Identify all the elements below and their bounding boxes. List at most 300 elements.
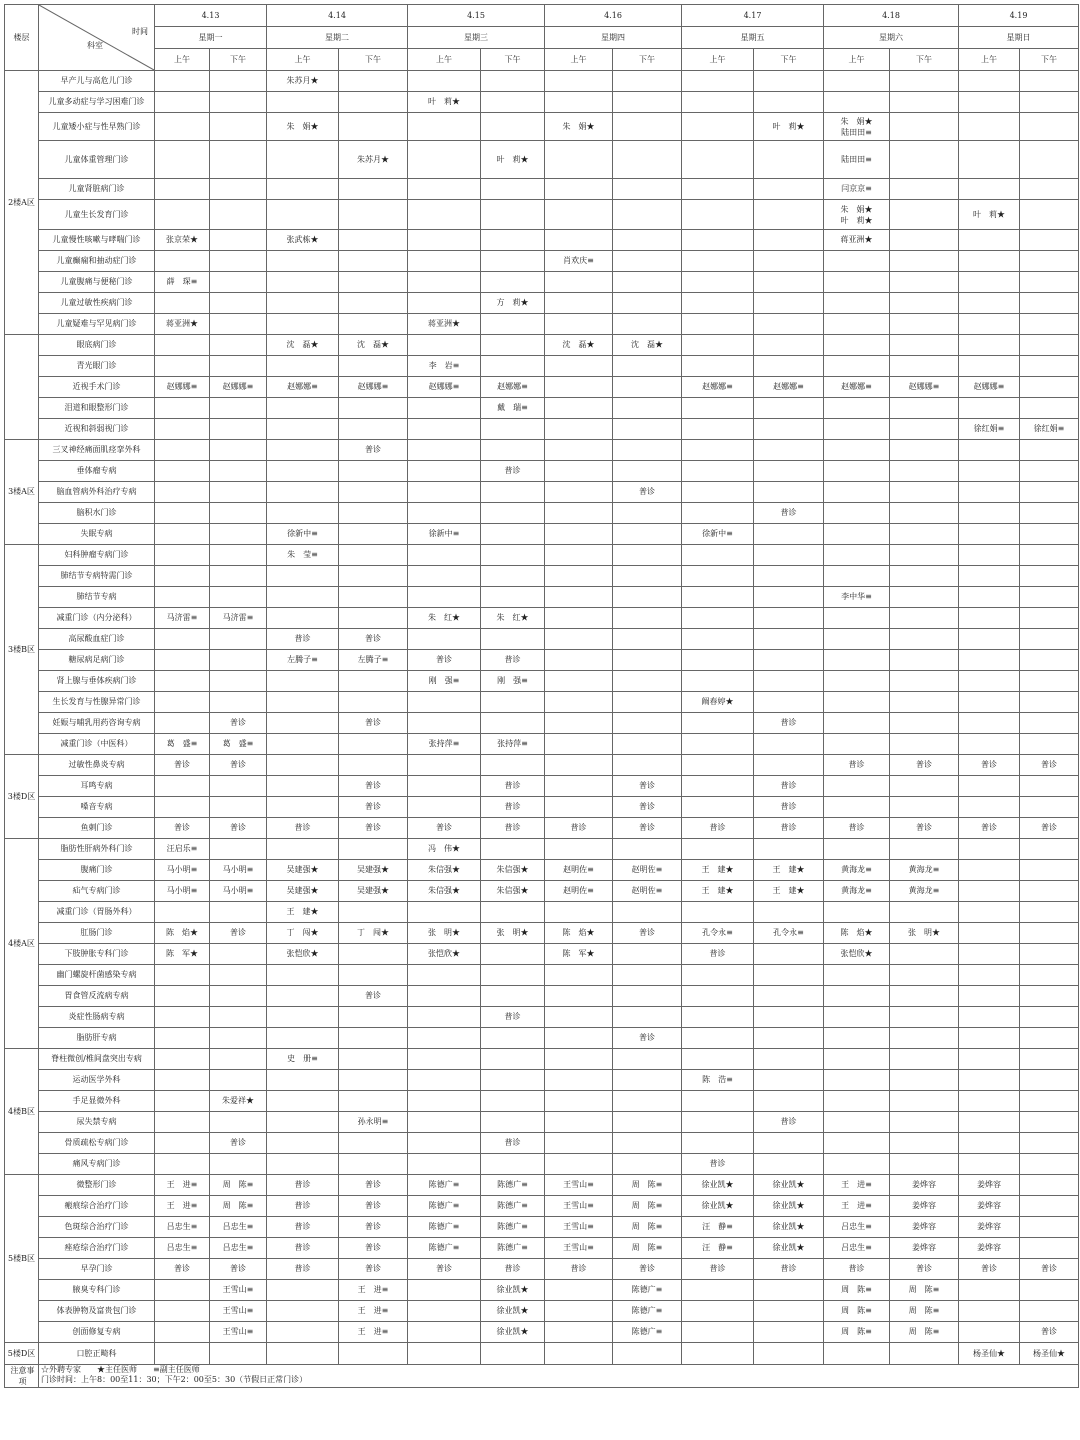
schedule-cell: 赵娜娜≡ — [824, 377, 890, 398]
schedule-row — [5, 860, 1079, 881]
schedule-cell — [754, 1301, 824, 1322]
floor-zone-label: 3楼B区 — [5, 545, 39, 755]
schedule-cell — [408, 1112, 481, 1133]
schedule-cell — [682, 461, 754, 482]
schedule-row — [5, 335, 1079, 356]
schedule-cell — [339, 398, 408, 419]
schedule-cell — [890, 776, 959, 797]
schedule-cell — [545, 713, 613, 734]
schedule-cell — [959, 1091, 1020, 1112]
schedule-cell — [754, 71, 824, 92]
schedule-cell: 徐业凯★ — [682, 1196, 754, 1217]
schedule-cell — [1020, 1091, 1079, 1112]
schedule-row — [5, 965, 1079, 986]
schedule-cell — [155, 179, 210, 200]
schedule-cell — [682, 1322, 754, 1343]
schedule-cell — [1020, 545, 1079, 566]
schedule-cell — [754, 944, 824, 965]
schedule-cell: 蒋亚洲★ — [408, 314, 481, 335]
schedule-row — [5, 503, 1079, 524]
schedule-cell — [959, 141, 1020, 179]
schedule-cell — [824, 398, 890, 419]
schedule-cell: 普诊 — [545, 1259, 613, 1280]
schedule-cell — [408, 1007, 481, 1028]
schedule-row — [5, 1217, 1079, 1238]
schedule-row — [5, 1301, 1079, 1322]
schedule-cell — [890, 1091, 959, 1112]
department-name: 垂体瘤专病 — [39, 461, 155, 482]
schedule-cell — [408, 587, 481, 608]
schedule-cell — [1020, 1301, 1079, 1322]
schedule-cell: 普诊 — [267, 1259, 339, 1280]
schedule-cell: 马小明≡ — [155, 860, 210, 881]
date-header: 4.18 — [824, 5, 959, 27]
schedule-cell: 王 建★ — [754, 860, 824, 881]
schedule-cell — [267, 200, 339, 230]
schedule-cell — [339, 965, 408, 986]
department-name: 胃食管反流病专病 — [39, 986, 155, 1007]
schedule-cell: 戴 瑞≡ — [481, 398, 545, 419]
schedule-row — [5, 1028, 1079, 1049]
schedule-cell: 马小明≡ — [155, 881, 210, 902]
schedule-cell — [613, 461, 682, 482]
schedule-cell — [1020, 377, 1079, 398]
schedule-cell — [959, 1028, 1020, 1049]
schedule-cell — [1020, 335, 1079, 356]
schedule-cell — [267, 503, 339, 524]
schedule-cell — [155, 293, 210, 314]
department-name: 口腔正畸科 — [39, 1343, 155, 1365]
schedule-cell: 普诊 — [408, 650, 481, 671]
schedule-cell — [155, 1091, 210, 1112]
schedule-cell — [210, 113, 267, 141]
schedule-cell — [267, 293, 339, 314]
schedule-cell: 姜烨容 — [959, 1238, 1020, 1259]
schedule-cell — [613, 1091, 682, 1112]
schedule-cell: 普诊 — [754, 503, 824, 524]
schedule-cell — [408, 1028, 481, 1049]
schedule-cell — [210, 230, 267, 251]
floor-zone-label: 5楼D区 — [5, 1343, 39, 1365]
schedule-cell — [545, 71, 613, 92]
schedule-cell — [545, 293, 613, 314]
header-row-weekdays — [5, 27, 1079, 49]
schedule-cell — [959, 1154, 1020, 1175]
schedule-cell — [210, 545, 267, 566]
schedule-cell — [613, 713, 682, 734]
schedule-cell: 徐红娟≡ — [1020, 419, 1079, 440]
schedule-cell: 马小明≡ — [210, 860, 267, 881]
schedule-cell: 阚春婷★ — [682, 692, 754, 713]
schedule-row — [5, 734, 1079, 755]
schedule-cell — [824, 545, 890, 566]
schedule-cell — [155, 1343, 210, 1365]
schedule-cell — [754, 482, 824, 503]
schedule-cell — [1020, 113, 1079, 141]
schedule-cell — [682, 71, 754, 92]
schedule-cell — [155, 398, 210, 419]
department-name: 儿童癫痫和抽动症门诊 — [39, 251, 155, 272]
schedule-row — [5, 1112, 1079, 1133]
schedule-cell — [1020, 356, 1079, 377]
schedule-cell — [613, 545, 682, 566]
schedule-cell — [754, 755, 824, 776]
schedule-cell — [155, 461, 210, 482]
schedule-row — [5, 1175, 1079, 1196]
schedule-cell — [545, 503, 613, 524]
schedule-cell: 周 陈≡ — [210, 1196, 267, 1217]
am-header: 上午 — [824, 49, 890, 71]
schedule-cell — [890, 419, 959, 440]
schedule-cell — [682, 839, 754, 860]
schedule-cell — [481, 545, 545, 566]
schedule-cell — [1020, 776, 1079, 797]
schedule-cell — [959, 398, 1020, 419]
schedule-cell — [545, 461, 613, 482]
schedule-cell: 姜烨容 — [890, 1196, 959, 1217]
department-name: 痤疮综合治疗门诊 — [39, 1238, 155, 1259]
schedule-cell — [339, 71, 408, 92]
schedule-cell — [267, 1070, 339, 1091]
department-name: 减重门诊（中医科） — [39, 734, 155, 755]
schedule-cell — [210, 293, 267, 314]
schedule-cell: 普诊 — [481, 818, 545, 839]
schedule-cell: 王 进≡ — [824, 1196, 890, 1217]
department-name: 耳鸣专病 — [39, 776, 155, 797]
schedule-cell — [267, 797, 339, 818]
schedule-row — [5, 314, 1079, 335]
schedule-cell — [613, 398, 682, 419]
schedule-cell: 丁 闯★ — [339, 923, 408, 944]
schedule-cell — [682, 650, 754, 671]
schedule-cell — [824, 776, 890, 797]
schedule-cell — [155, 650, 210, 671]
schedule-cell — [890, 944, 959, 965]
schedule-cell — [481, 200, 545, 230]
schedule-cell — [545, 587, 613, 608]
schedule-cell: 陈德广≡ — [613, 1280, 682, 1301]
schedule-cell — [613, 1154, 682, 1175]
schedule-cell — [545, 524, 613, 545]
schedule-cell — [481, 524, 545, 545]
schedule-cell — [155, 1280, 210, 1301]
schedule-cell: 王 进≡ — [339, 1301, 408, 1322]
schedule-cell — [267, 356, 339, 377]
schedule-cell — [339, 1133, 408, 1154]
schedule-cell — [890, 566, 959, 587]
schedule-cell — [339, 251, 408, 272]
schedule-cell — [481, 713, 545, 734]
schedule-cell: 普诊 — [959, 1259, 1020, 1280]
schedule-cell: 王雪山≡ — [210, 1301, 267, 1322]
schedule-cell — [890, 200, 959, 230]
schedule-cell: 杨圣仙★ — [959, 1343, 1020, 1365]
schedule-cell — [155, 902, 210, 923]
schedule-cell: 普诊 — [682, 818, 754, 839]
schedule-cell: 刚 强≡ — [481, 671, 545, 692]
dept-time-header — [39, 5, 155, 71]
schedule-cell: 马济雷≡ — [210, 608, 267, 629]
schedule-cell — [210, 566, 267, 587]
date-header: 4.15 — [408, 5, 545, 27]
schedule-row — [5, 230, 1079, 251]
schedule-cell: 普诊 — [481, 1259, 545, 1280]
schedule-cell — [682, 141, 754, 179]
schedule-cell — [545, 230, 613, 251]
schedule-cell: 马小明≡ — [210, 881, 267, 902]
schedule-cell: 朱 莹≡ — [267, 545, 339, 566]
schedule-cell — [613, 200, 682, 230]
schedule-cell — [408, 419, 481, 440]
schedule-cell: 普诊 — [1020, 1322, 1079, 1343]
schedule-cell — [210, 1070, 267, 1091]
schedule-row — [5, 1343, 1079, 1365]
schedule-cell — [155, 545, 210, 566]
schedule-cell — [545, 986, 613, 1007]
schedule-cell — [1020, 860, 1079, 881]
department-name: 减重门诊（内分泌科） — [39, 608, 155, 629]
schedule-cell: 王雪山≡ — [545, 1217, 613, 1238]
department-name: 创面修复专病 — [39, 1322, 155, 1343]
schedule-cell — [824, 797, 890, 818]
clinic-schedule-table — [4, 4, 1079, 1388]
schedule-cell — [339, 503, 408, 524]
schedule-cell: 徐业凯★ — [481, 1280, 545, 1301]
schedule-cell — [613, 1049, 682, 1070]
schedule-cell — [754, 566, 824, 587]
schedule-cell — [959, 650, 1020, 671]
schedule-cell: 吕忠生≡ — [210, 1238, 267, 1259]
legend-text: ☆外聘专家 ★主任医师 ≡副主任医师 — [41, 1365, 200, 1374]
schedule-cell — [339, 545, 408, 566]
schedule-cell: 陈德广≡ — [408, 1238, 481, 1259]
schedule-cell — [959, 608, 1020, 629]
schedule-cell: 普诊 — [339, 776, 408, 797]
floor-zone-label — [5, 335, 39, 440]
schedule-cell — [824, 272, 890, 293]
schedule-cell — [481, 587, 545, 608]
schedule-cell: 周 陈≡ — [890, 1280, 959, 1301]
schedule-cell: 赵娜娜≡ — [408, 377, 481, 398]
schedule-cell — [210, 797, 267, 818]
schedule-cell: 徐业凯★ — [754, 1217, 824, 1238]
schedule-cell — [481, 755, 545, 776]
schedule-cell — [959, 1070, 1020, 1091]
schedule-cell — [339, 902, 408, 923]
schedule-cell — [959, 587, 1020, 608]
floor-zone-label: 2楼A区 — [5, 71, 39, 335]
schedule-cell: 朱 娟★ — [267, 113, 339, 141]
schedule-cell — [1020, 902, 1079, 923]
schedule-cell: 姜烨容 — [890, 1217, 959, 1238]
schedule-cell — [339, 839, 408, 860]
floor-zone-label: 4楼B区 — [5, 1049, 39, 1175]
schedule-cell — [481, 839, 545, 860]
department-name: 近视和斜弱视门诊 — [39, 419, 155, 440]
schedule-cell — [267, 398, 339, 419]
schedule-cell — [408, 629, 481, 650]
schedule-cell — [890, 629, 959, 650]
schedule-cell — [267, 1343, 339, 1365]
schedule-cell: 普诊 — [155, 818, 210, 839]
schedule-cell — [1020, 608, 1079, 629]
schedule-cell — [545, 314, 613, 335]
schedule-cell — [210, 902, 267, 923]
schedule-cell: 普诊 — [210, 713, 267, 734]
schedule-cell — [682, 1280, 754, 1301]
notes-row — [5, 1365, 1079, 1388]
schedule-cell — [210, 986, 267, 1007]
schedule-cell — [613, 944, 682, 965]
schedule-cell — [959, 797, 1020, 818]
schedule-cell — [959, 692, 1020, 713]
schedule-cell: 朱 娟★ — [545, 113, 613, 141]
schedule-cell — [267, 986, 339, 1007]
schedule-cell: 普诊 — [890, 1259, 959, 1280]
schedule-cell — [682, 1133, 754, 1154]
schedule-cell — [210, 839, 267, 860]
schedule-cell — [682, 587, 754, 608]
schedule-cell: 沈 磊★ — [267, 335, 339, 356]
header-row-ampm — [5, 49, 1079, 71]
floor-zone-label: 3楼D区 — [5, 755, 39, 839]
schedule-cell — [824, 566, 890, 587]
header-row-dates — [5, 5, 1079, 27]
pm-header: 下午 — [339, 49, 408, 71]
schedule-cell — [481, 1091, 545, 1112]
weekday-header: 星期六 — [824, 27, 959, 49]
schedule-cell — [959, 314, 1020, 335]
schedule-cell — [613, 524, 682, 545]
department-name: 儿童肾脏病门诊 — [39, 179, 155, 200]
schedule-cell: 赵明佐≡ — [613, 860, 682, 881]
schedule-cell — [682, 629, 754, 650]
schedule-cell: 普诊 — [210, 1259, 267, 1280]
department-name: 脊柱微创/椎间盘突出专病 — [39, 1049, 155, 1070]
schedule-cell: 姜烨容 — [959, 1175, 1020, 1196]
schedule-cell — [959, 461, 1020, 482]
schedule-cell — [754, 335, 824, 356]
schedule-cell: 普诊 — [267, 818, 339, 839]
schedule-cell — [824, 839, 890, 860]
schedule-cell — [890, 1133, 959, 1154]
schedule-cell — [155, 200, 210, 230]
schedule-cell — [339, 272, 408, 293]
schedule-cell — [545, 440, 613, 461]
schedule-cell — [613, 986, 682, 1007]
schedule-cell — [1020, 1049, 1079, 1070]
schedule-cell — [481, 692, 545, 713]
schedule-cell — [824, 965, 890, 986]
schedule-cell — [267, 1091, 339, 1112]
am-header: 上午 — [959, 49, 1020, 71]
schedule-cell — [613, 71, 682, 92]
schedule-cell: 普诊 — [267, 1196, 339, 1217]
schedule-cell — [959, 179, 1020, 200]
schedule-cell: 朱信强★ — [408, 881, 481, 902]
schedule-cell: 徐业凯★ — [481, 1301, 545, 1322]
schedule-cell — [754, 1322, 824, 1343]
schedule-cell: 徐红娟≡ — [959, 419, 1020, 440]
schedule-cell: 普诊 — [339, 629, 408, 650]
schedule-cell: 赵娜娜≡ — [210, 377, 267, 398]
schedule-cell: 普诊 — [339, 713, 408, 734]
schedule-cell — [890, 650, 959, 671]
schedule-cell: 普诊 — [890, 755, 959, 776]
schedule-row — [5, 923, 1079, 944]
schedule-cell: 赵明佐≡ — [545, 881, 613, 902]
schedule-cell — [682, 230, 754, 251]
schedule-cell: 王雪山≡ — [210, 1280, 267, 1301]
schedule-cell — [155, 1070, 210, 1091]
schedule-row — [5, 377, 1079, 398]
schedule-cell — [959, 71, 1020, 92]
pm-header: 下午 — [754, 49, 824, 71]
schedule-cell — [959, 1112, 1020, 1133]
schedule-cell: 普诊 — [481, 650, 545, 671]
schedule-cell: 普诊 — [613, 923, 682, 944]
am-header: 上午 — [155, 49, 210, 71]
am-header: 上午 — [267, 49, 339, 71]
schedule-cell: 普诊 — [267, 1175, 339, 1196]
schedule-cell — [613, 608, 682, 629]
schedule-cell — [481, 965, 545, 986]
schedule-cell — [682, 608, 754, 629]
department-name: 幽门螺旋杆菌感染专病 — [39, 965, 155, 986]
schedule-cell — [481, 440, 545, 461]
schedule-cell: 普诊 — [408, 1259, 481, 1280]
schedule-cell: 孔令永≡ — [754, 923, 824, 944]
schedule-cell — [155, 713, 210, 734]
schedule-cell — [267, 440, 339, 461]
schedule-cell: 吕忠生≡ — [155, 1217, 210, 1238]
schedule-cell — [824, 1070, 890, 1091]
schedule-cell — [824, 986, 890, 1007]
schedule-cell — [824, 1154, 890, 1175]
schedule-cell — [339, 944, 408, 965]
schedule-cell: 闫京京≡ — [824, 179, 890, 200]
schedule-cell — [959, 566, 1020, 587]
schedule-cell — [545, 671, 613, 692]
schedule-cell — [959, 629, 1020, 650]
schedule-cell: 普诊 — [339, 986, 408, 1007]
schedule-row — [5, 356, 1079, 377]
schedule-cell: 朱 红★ — [408, 608, 481, 629]
schedule-cell — [1020, 1112, 1079, 1133]
schedule-cell: 徐新中≡ — [682, 524, 754, 545]
schedule-cell — [1020, 398, 1079, 419]
schedule-cell — [754, 314, 824, 335]
schedule-cell — [267, 734, 339, 755]
schedule-cell — [210, 314, 267, 335]
schedule-cell: 吴建强★ — [339, 881, 408, 902]
schedule-row — [5, 629, 1079, 650]
schedule-cell: 周 陈≡ — [890, 1301, 959, 1322]
schedule-cell — [155, 1301, 210, 1322]
schedule-cell — [545, 650, 613, 671]
schedule-cell — [613, 141, 682, 179]
schedule-cell — [613, 1070, 682, 1091]
schedule-cell — [210, 356, 267, 377]
schedule-cell — [613, 1112, 682, 1133]
schedule-cell — [481, 251, 545, 272]
schedule-cell: 普诊 — [210, 923, 267, 944]
schedule-cell: 朱苏月★ — [339, 141, 408, 179]
schedule-cell — [1020, 566, 1079, 587]
schedule-cell — [267, 482, 339, 503]
schedule-cell — [1020, 629, 1079, 650]
schedule-cell — [545, 1112, 613, 1133]
